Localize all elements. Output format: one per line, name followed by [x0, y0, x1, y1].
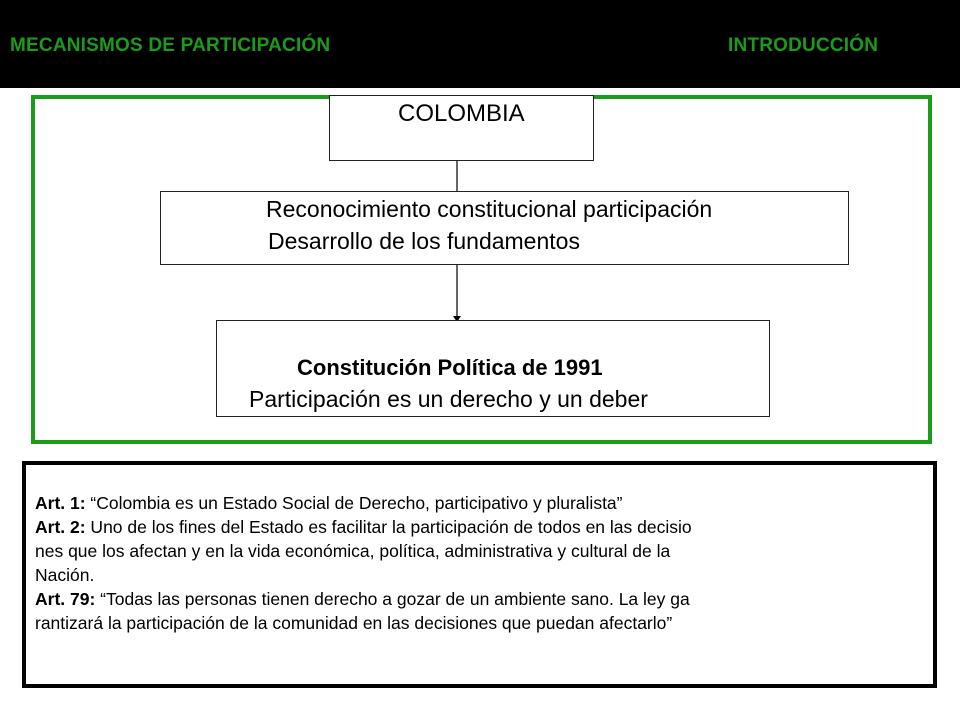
- colombia-box: [329, 95, 594, 161]
- article-2-label: Art. 2:: [35, 517, 86, 537]
- colombia-label: COLOMBIA: [398, 100, 525, 127]
- article-79-text-1: “Todas las personas tienen derecho a gozar de un ambiente sano. La ley ga: [95, 589, 690, 609]
- recognition-box: [160, 191, 849, 265]
- article-2: [35, 515, 937, 539]
- articles-text: [35, 491, 937, 635]
- article-79-label: Art. 79:: [35, 589, 96, 609]
- section-title: MECANISMOS DE PARTICIPACIÓN: [10, 35, 331, 56]
- article-2-cont-2: [35, 563, 937, 587]
- constitution-title: Constitución Política de 1991: [297, 355, 603, 380]
- article-2-cont-1: [35, 539, 937, 563]
- article-2-text-2: nes que los afectan y en la vida económica, política, administrativa y cultural de la: [35, 541, 671, 561]
- article-2-text-1: Uno de los fines del Estado es facilitar la participación de todos en las decisio: [85, 517, 692, 537]
- article-79-text-2: rantizará la participación de la comunidad en las decisiones que puedan afectarlo”: [35, 613, 673, 633]
- constitution-subtitle: Participación es un derecho y un deber: [249, 386, 648, 412]
- recognition-line-2: Desarrollo de los fundamentos: [268, 228, 580, 254]
- article-79-cont: [35, 611, 937, 635]
- constitution-box: [216, 320, 770, 417]
- subsection-title: INTRODUCCIÓN: [728, 35, 879, 56]
- recognition-line-1: Reconocimiento constitucional participación: [266, 196, 713, 222]
- article-1-label: Art. 1:: [35, 493, 86, 513]
- article-79: [35, 587, 937, 611]
- article-1-text: “Colombia es un Estado Social de Derecho, participativo y pluralista”: [85, 493, 623, 513]
- article-2-text-3: Nación.: [35, 565, 95, 585]
- article-1: [35, 491, 937, 515]
- articles-box: [22, 461, 937, 688]
